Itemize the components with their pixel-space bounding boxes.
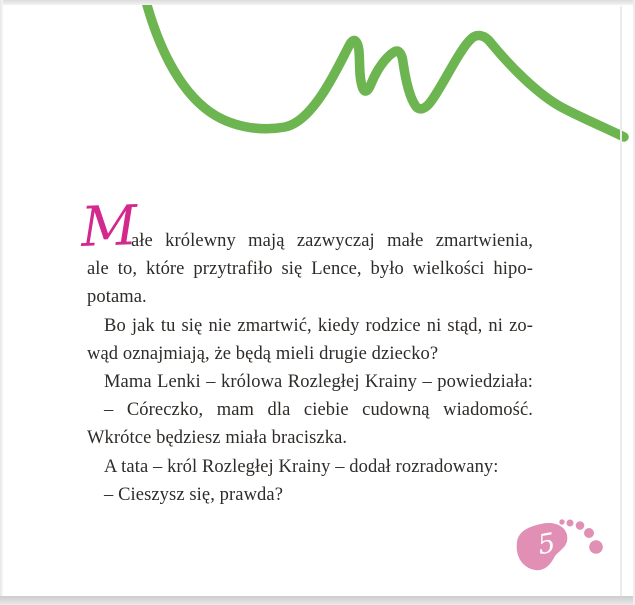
- scan-edge-left: [0, 0, 3, 605]
- story-line: Wkrótce będziesz miała braciszka.: [87, 428, 348, 449]
- footprint-toe: [567, 520, 574, 527]
- story-lines: [87, 227, 533, 509]
- story-line: ałe królewny mają zazwyczaj małe zmartwienia,: [131, 231, 533, 251]
- story-text: [87, 227, 533, 509]
- dropcap-letter: M: [79, 193, 139, 259]
- scan-edge-top: [0, 0, 635, 5]
- footprint-toe: [559, 519, 564, 524]
- footprint-toe: [584, 528, 594, 538]
- story-line: wąd oznajmiają, że będą mieli drugie dziecko?: [87, 343, 439, 364]
- story-line: potama.: [87, 287, 147, 308]
- scan-edge-bottom: [0, 596, 635, 605]
- story-line: Mama Lenki – królowa Rozległej Krainy – powiedziała:: [104, 371, 533, 392]
- page-edge-line: [620, 6, 622, 596]
- story-line: – Córeczko, mam dla ciebie cudowną wiadomość.: [104, 400, 533, 421]
- green-squiggle-decoration: [0, 0, 635, 160]
- footprint-page-number: [503, 508, 605, 580]
- footprint-toe: [576, 521, 585, 530]
- story-line: A tata – król Rozległej Krainy – dodał rozradowany:: [104, 456, 499, 477]
- story-line: Bo jak tu się nie zmartwić, kiedy rodzice ni stąd, ni zo-: [104, 315, 533, 336]
- footprint-toe: [589, 540, 603, 554]
- page-number: 5: [535, 527, 558, 562]
- story-line: – Cieszysz się, prawda?: [104, 484, 284, 505]
- story-line: ale to, które przytrafiło się Lence, było wielkości hipo-: [87, 259, 533, 280]
